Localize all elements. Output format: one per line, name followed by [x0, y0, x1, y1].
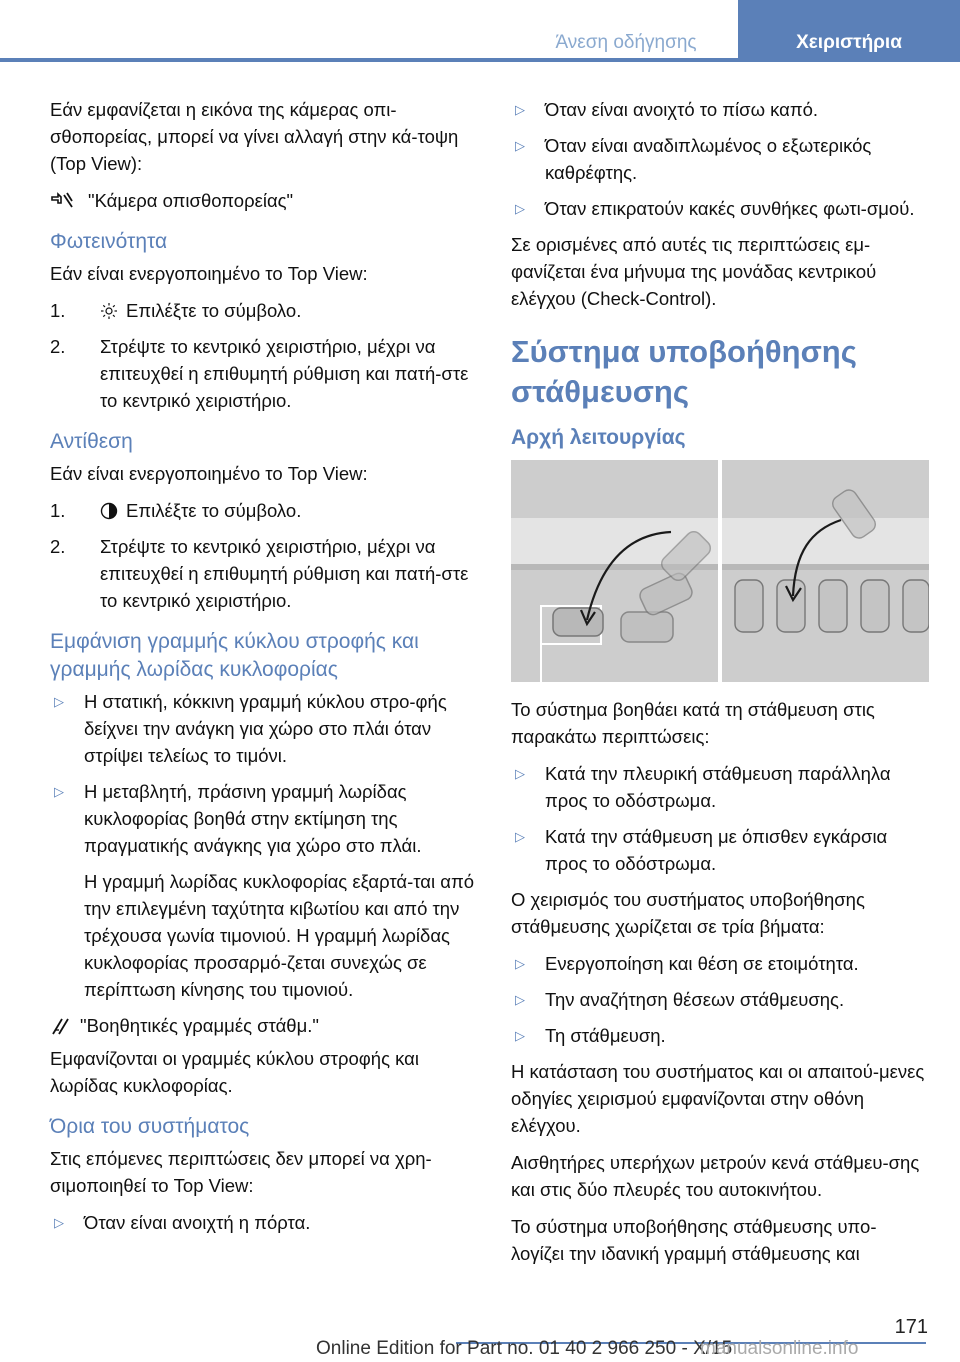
limits-bullets-right: [511, 96, 929, 222]
sensors-paragraph: Αισθητήρες υπερήχων μετρούν κενά στάθμευ-σης και στις δύο πλευρές του αυτοκινήτου.: [511, 1152, 920, 1200]
list-item-text: Η στατική, κόκκινη γραμμή κύκλου στρο-φής δείχνει την ανάγκη για χώρο στο πλάι όταν στρίψει τελείως το τιμόνι.: [84, 691, 447, 766]
step-text: Στρέψτε το κεντρικό χειριστήριο, μέχρι να επιτευχθεί η επιθυμητή ρύθμιση και πατή-στε το κεντρικό χειριστήριο.: [100, 336, 469, 411]
lines-heading: Εμφάνιση γραμμής κύκλου στροφής και γραμμής λωρίδας κυκλοφορίας: [50, 630, 419, 681]
list-item: [511, 760, 929, 814]
intro-paragraph: Εάν εμφανίζεται η εικόνα της κάμερας οπι-σθοπορείας, μπορεί να γίνει αλλαγή στην κά-τοψη (Top View):: [50, 99, 459, 174]
limits-heading: Όρια του συστήματος: [50, 1115, 250, 1138]
brightness-intro: Εάν είναι ενεργοποιημένο το Top View:: [50, 263, 368, 284]
header-section-controls: Χειριστήρια: [738, 0, 960, 62]
step-number: 1.: [50, 300, 66, 321]
brightness-heading: Φωτεινότητα: [50, 230, 168, 253]
list-item: [50, 1209, 478, 1236]
edition-text: Online Edition for Part no. 01 40 2 966 250 - X/15: [316, 1338, 733, 1359]
calculation-paragraph: Το σύστημα υποβοήθησης στάθμευσης υπο-λογίζει την ιδανική γραμμή στάθμευσης και: [511, 1216, 877, 1264]
step-number: 1.: [50, 500, 66, 521]
list-item: [511, 96, 929, 123]
aux-lines-menu-item: [50, 1012, 478, 1039]
aux-lines-text: Εμφανίζονται οι γραμμές κύκλου στροφής και λωρίδας κυκλοφορίας.: [50, 1048, 419, 1096]
triangle-right-icon: ▷: [515, 956, 525, 971]
brightness-step-1: [50, 297, 478, 324]
status-paragraph: Η κατάσταση του συστήματος και οι απαιτού-μενες οδηγίες χειρισμού εμφανίζονται στην οθόνη ελέγχου.: [511, 1061, 925, 1136]
parking-illustration: [511, 460, 929, 682]
triangle-right-icon: ▷: [515, 766, 525, 781]
list-item: [511, 195, 929, 222]
contrast-intro: Εάν είναι ενεργοποιημένο το Top View:: [50, 463, 368, 484]
triangle-right-icon: ▷: [515, 102, 525, 117]
list-item: [511, 823, 929, 877]
step-number: 2.: [50, 536, 66, 557]
page-footer: [0, 1300, 960, 1362]
list-item: [511, 1022, 929, 1049]
list-item-text: Όταν είναι ανοιχτό το πίσω καπό.: [545, 99, 819, 120]
brightness-steps: [50, 297, 478, 414]
contrast-step-2: [50, 533, 478, 614]
contrast-icon: [100, 497, 126, 524]
parking-lines-icon: [50, 1012, 80, 1039]
triangle-right-icon: ▷: [54, 784, 64, 799]
left-column: [50, 96, 478, 1245]
list-item-text: Όταν είναι αναδιπλωμένος ο εξωτερικός καθρέφτης.: [545, 135, 872, 183]
list-item: [511, 132, 929, 186]
list-item-text: Ενεργοποίηση και θέση σε ετοιμότητα.: [545, 953, 859, 974]
list-item-text: Όταν είναι ανοιχτή η πόρτα.: [84, 1212, 311, 1233]
step-number: 2.: [50, 336, 66, 357]
list-item-text: Η μεταβλητή, πράσινη γραμμή λωρίδας κυκλοφορίας βοηθά στην εκτίμηση της πραγματικής ανάγκης για χώρο στο πλάι.: [84, 781, 422, 856]
list-item-text: Την αναζήτηση θέσεων στάθμευσης.: [545, 989, 845, 1010]
limits-intro: Στις επόμενες περιπτώσεις δεν μπορεί να χρη-σιμοποιηθεί το Top View:: [50, 1148, 432, 1196]
triangle-right-icon: ▷: [54, 1215, 64, 1230]
contrast-heading: Αντίθεση: [50, 430, 133, 453]
triangle-right-icon: ▷: [515, 138, 525, 153]
triangle-right-icon: ▷: [515, 992, 525, 1007]
list-item: [50, 778, 478, 859]
lines-bullets: [50, 688, 478, 859]
right-column: [511, 96, 929, 1277]
list-item-text: Τη στάθμευση.: [545, 1025, 666, 1046]
step-text: Επιλέξτε το σύμβολο.: [126, 300, 302, 321]
camera-menu-label: "Κάμερα οπισθοπορείας": [88, 190, 294, 211]
camera-menu-item: [50, 187, 478, 214]
principle-heading: Αρχή λειτουργίας: [511, 426, 686, 449]
page-number: 171: [894, 1316, 928, 1338]
camera-icon: [50, 187, 88, 214]
list-item-text: Κατά την πλευρική στάθμευση παράλληλα προς το οδόστρωμα.: [545, 763, 891, 811]
lines-note: Η γραμμή λωρίδας κυκλοφορίας εξαρτά-ται από την επιλεγμένη ταχύτητα κιβωτίου και από την τρέχουσα γωνία τιμονιού. Η γραμμή λωρίδας κυκλοφορίας προσαρμό-ζεται συνεχώς σε περίπτωση κίνησης του τιμονιού.: [84, 871, 474, 1000]
header-section-comfort: Άνεση οδήγησης: [555, 32, 697, 53]
contrast-step-1: [50, 497, 478, 524]
list-item: [511, 986, 929, 1013]
list-item-text: Κατά την στάθμευση με όπισθεν εγκάρσια προς το οδόστρωμα.: [545, 826, 888, 874]
contrast-steps: [50, 497, 478, 614]
triangle-right-icon: ▷: [54, 694, 64, 709]
step-text: Επιλέξτε το σύμβολο.: [126, 500, 302, 521]
aux-lines-label: "Βοηθητικές γραμμές στάθμ.": [80, 1015, 319, 1036]
list-item-text: Όταν επικρατούν κακές συνθήκες φωτι-σμού.: [545, 198, 915, 219]
list-item: [50, 688, 478, 769]
parking-assistant-heading: Σύστημα υποβοήθησης στάθμευσης: [511, 334, 857, 409]
principle-text: Το σύστημα βοηθάει κατά τη στάθμευση στις παρακάτω περιπτώσεις:: [511, 699, 875, 747]
list-item: [511, 950, 929, 977]
page-header: [0, 0, 960, 62]
header-rule: [0, 58, 738, 62]
step-text: Στρέψτε το κεντρικό χειριστήριο, μέχρι να επιτευχθεί η επιθυμητή ρύθμιση και πατή-στε το κεντρικό χειριστήριο.: [100, 536, 469, 611]
brightness-step-2: [50, 333, 478, 414]
triangle-right-icon: ▷: [515, 1028, 525, 1043]
limits-bullets-left: [50, 1209, 478, 1236]
steps-bullets: [511, 950, 929, 1049]
principle-bullets: [511, 760, 929, 877]
steps-text: Ο χειρισμός του συστήματος υποβοήθησης στάθμευσης χωρίζεται σε τρία βήματα:: [511, 889, 865, 937]
watermark: manualsonline.info: [700, 1338, 859, 1359]
sun-icon: [100, 297, 126, 324]
limits-note: Σε ορισμένες από αυτές τις περιπτώσεις εμ-φανίζεται ένα μήνυμα της μονάδας κεντρικού ελέγχου (Check-Control).: [511, 234, 877, 309]
triangle-right-icon: ▷: [515, 829, 525, 844]
triangle-right-icon: ▷: [515, 201, 525, 216]
